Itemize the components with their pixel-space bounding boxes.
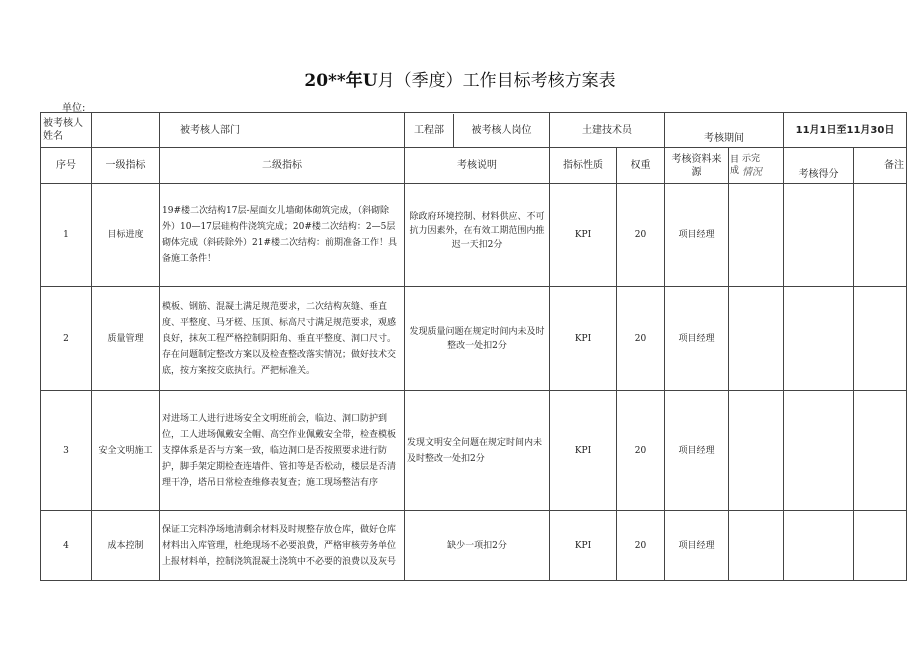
row-level2: 19#楼二次结构17层-屋面女儿墙砌体砌筑完成，（斜砌除外）10—17层硅构件浇筑完成；20#楼二次结构：2—5层砌体完成（斜砖除外）21#楼二次结构：前期准备工作！具备施工条件！ <box>160 184 405 287</box>
row-level2: 模板、钢筋、混凝土满足规范要求，二次结构灰缝、垂直度、平整度、马牙槎、压顶、标高尺寸满足规范要求，观感良好，抹灰工程严格控制阴阳角、垂直平整度、洞口尺寸。存在问题制定整改方案以及检查整改落实情况；做好技术交底，按方案按交底执行。严把标准关。 <box>160 287 405 391</box>
col-done-a: 目成 <box>730 154 740 176</box>
col-done-c: 情況 <box>742 166 762 178</box>
row-desc: 除政府环境控制、材料供应、不可抗力因素外，在有效工期范围内推迟一天扣2分 <box>405 184 550 287</box>
row-nature: KPI <box>550 391 617 511</box>
row-level1: 目标进度 <box>92 184 160 287</box>
row-score <box>784 391 854 511</box>
row-weight: 20 <box>617 391 665 511</box>
col-source: 考核资料来源 <box>665 148 729 184</box>
col-level2: 二级指标 <box>160 148 405 184</box>
row-score <box>784 184 854 287</box>
title-year: 20**年 <box>304 71 363 91</box>
row-weight: 20 <box>617 511 665 581</box>
period-value: 11月1日至11月30日 <box>784 113 907 148</box>
assessee-name-label: 被考核人姓名 <box>41 113 92 148</box>
row-level1: 安全文明施工 <box>92 391 160 511</box>
row-score <box>784 287 854 391</box>
col-done-b: 示完 <box>742 153 761 164</box>
row-nature: KPI <box>550 511 617 581</box>
row-completion <box>729 511 784 581</box>
period-label: 考核期间 <box>665 113 784 148</box>
col-desc: 考核说明 <box>405 148 550 184</box>
title-u: U <box>362 71 378 91</box>
row-remark <box>854 287 907 391</box>
row-remark <box>854 391 907 511</box>
row-source: 项目经理 <box>665 391 729 511</box>
col-remark: 备注 <box>854 148 907 184</box>
row-no: 2 <box>41 287 92 391</box>
row-remark <box>854 184 907 287</box>
row-source: 项目经理 <box>665 287 729 391</box>
table-row <box>41 287 907 391</box>
row-desc: 发现文明安全问题在规定时间内未及时整改一处扣2分 <box>405 391 550 511</box>
dept-label: 被考核人部门 <box>160 113 405 148</box>
row-desc: 发现质量问题在规定时间内未及时整改一处扣2分 <box>405 287 550 391</box>
row-remark <box>854 511 907 581</box>
table-row <box>41 391 907 511</box>
col-level1: 一级指标 <box>92 148 160 184</box>
row-level1: 成本控制 <box>92 511 160 581</box>
row-weight: 20 <box>617 184 665 287</box>
row-level2: 对进场工人进行进场安全文明班前会，临边、洞口防护到位，工人进场佩戴安全帽、高空作业佩戴安全带，检查模板支撑体系是否与方案一致，临边洞口是否按照要求进行防护，脚手架定期检查连墙件、管扣等是否松动，楼层是否清理干净，塔吊日常检查维修表复查；施工现场整洁有序 <box>160 391 405 511</box>
row-no: 3 <box>41 391 92 511</box>
row-completion <box>729 287 784 391</box>
post-value: 土建技术员 <box>550 113 665 148</box>
row-nature: KPI <box>550 287 617 391</box>
dept-value: 工程部 <box>405 114 454 147</box>
title-rest: 月（季度）工作目标考核方案表 <box>377 71 616 91</box>
row-level2: 保证工完料净场地清剩余材料及时规整存放仓库，做好仓库材料出入库管理，杜绝现场不必要浪费，严格审核劳务单位上报材料单，控制浇筑混凝土浇筑中不必要的浪费以及灰号 <box>160 511 405 581</box>
row-score <box>784 511 854 581</box>
column-header-row <box>41 148 907 184</box>
assessee-name-value <box>92 113 160 148</box>
row-completion <box>729 184 784 287</box>
row-weight: 20 <box>617 287 665 391</box>
col-weight: 权重 <box>617 148 665 184</box>
col-seq: 序号 <box>41 148 92 184</box>
row-no: 1 <box>41 184 92 287</box>
post-label: 被考核人岗位 <box>471 124 532 136</box>
row-nature: KPI <box>550 184 617 287</box>
row-level1: 质量管理 <box>92 287 160 391</box>
row-completion <box>729 391 784 511</box>
assessment-table <box>40 112 907 581</box>
row-source: 项目经理 <box>665 184 729 287</box>
document-title <box>0 66 920 91</box>
table-row <box>41 511 907 581</box>
row-no: 4 <box>41 511 92 581</box>
col-score: 考核得分 <box>784 148 854 184</box>
dept-post-cell <box>405 113 550 148</box>
col-completion <box>729 148 784 184</box>
table-row <box>41 184 907 287</box>
unit-label: 单位: <box>62 103 86 114</box>
col-nature: 指标性质 <box>550 148 617 184</box>
row-source: 项目经理 <box>665 511 729 581</box>
row-desc: 缺少一项扣2分 <box>405 511 550 581</box>
header-row <box>41 113 907 148</box>
